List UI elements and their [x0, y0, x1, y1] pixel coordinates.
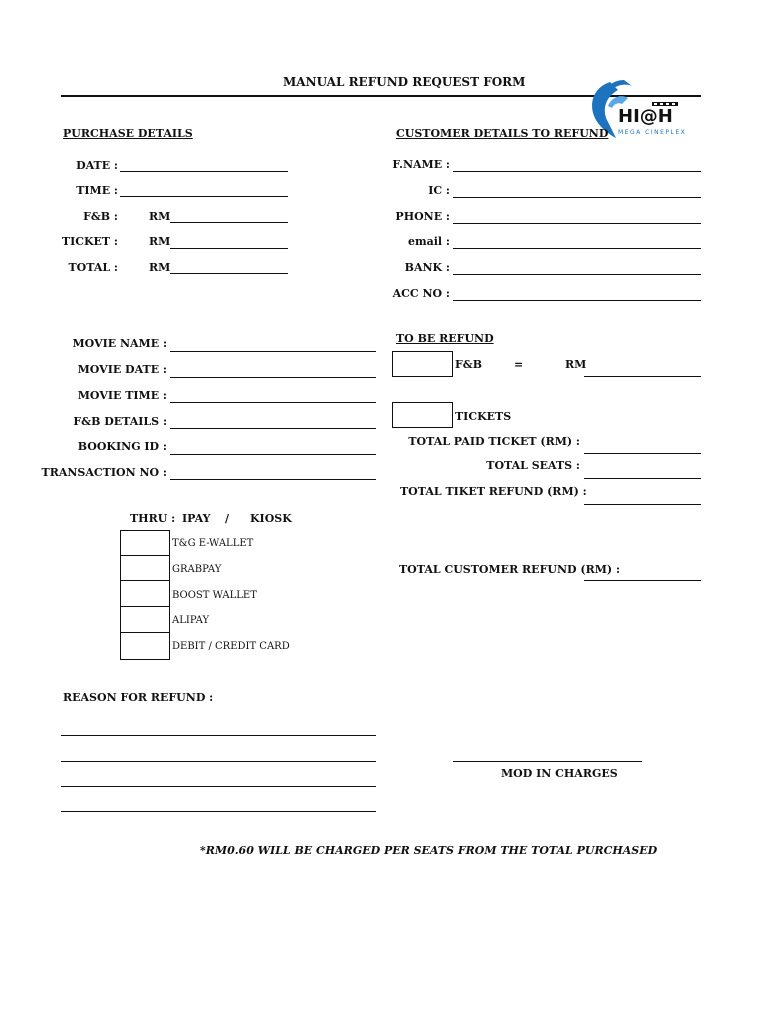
mod-signature-line[interactable] — [453, 761, 642, 762]
fnb-refund-currency: RM — [565, 358, 587, 371]
movie-name-label: MOVIE NAME : — [72, 337, 167, 350]
reason-line-1[interactable] — [61, 735, 376, 736]
form-title: MANUAL REFUND REQUEST FORM — [283, 75, 526, 89]
email-label: email : — [407, 235, 450, 248]
phone-field[interactable] — [453, 223, 701, 224]
ic-field[interactable] — [453, 197, 701, 198]
ticket-amount-field[interactable] — [170, 248, 288, 249]
total-amount-field[interactable] — [170, 273, 288, 274]
fnb-refund-checkbox[interactable] — [392, 351, 453, 377]
debit-credit-card-label: DEBIT / CREDIT CARD — [172, 641, 290, 652]
phone-label: PHONE : — [395, 210, 450, 223]
purchase-details-heading: PURCHASE DETAILS — [63, 127, 193, 140]
charge-note: *RM0.60 WILL BE CHARGED PER SEATS FROM THE TOTAL PURCHASED — [200, 844, 658, 857]
ic-label: IC : — [428, 184, 450, 197]
transaction-no-label: TRANSACTION NO : — [41, 466, 167, 479]
reason-line-4[interactable] — [61, 811, 376, 812]
fnb-currency: RM — [149, 210, 171, 223]
alipay-label: ALIPAY — [172, 615, 210, 626]
alipay-checkbox[interactable] — [120, 606, 170, 633]
tng-ewallet-checkbox[interactable] — [120, 530, 170, 556]
fnb-details-field[interactable] — [170, 428, 376, 429]
boost-wallet-label: BOOST WALLET — [172, 590, 257, 601]
fnb-details-label: F&B DETAILS : — [73, 415, 167, 428]
logo-sub-text: MEGA CINEPLEX — [618, 129, 687, 136]
email-field[interactable] — [453, 248, 701, 249]
ticket-label: TICKET : — [61, 235, 118, 248]
to-be-refund-heading: TO BE REFUND — [396, 332, 494, 345]
fnb-refund-label: F&B — [455, 358, 483, 371]
fnb-amount-field[interactable] — [170, 222, 288, 223]
total-paid-ticket-field[interactable] — [584, 453, 701, 454]
total-ticket-refund-field[interactable] — [584, 504, 701, 505]
ticket-currency: RM — [149, 235, 171, 248]
fnb-refund-amount-field[interactable] — [584, 376, 701, 377]
ipay-option[interactable]: IPAY — [182, 512, 211, 525]
total-customer-refund-label: TOTAL CUSTOMER REFUND (RM) : — [399, 563, 621, 576]
total-label: TOTAL : — [68, 261, 118, 274]
movie-time-label: MOVIE TIME : — [77, 389, 167, 402]
boost-wallet-checkbox[interactable] — [120, 580, 170, 607]
debit-credit-card-checkbox[interactable] — [120, 632, 170, 660]
fnb-label: F&B : — [83, 210, 118, 223]
movie-time-field[interactable] — [170, 402, 376, 403]
grabpay-checkbox[interactable] — [120, 555, 170, 581]
date-field[interactable] — [120, 171, 288, 172]
logo-main-text: HI@H — [618, 106, 673, 127]
kiosk-option[interactable]: KIOSK — [250, 512, 292, 525]
fname-field[interactable] — [453, 171, 701, 172]
total-ticket-refund-label: TOTAL TIKET REFUND (RM) : — [400, 485, 587, 498]
booking-id-label: BOOKING ID : — [77, 440, 167, 453]
reason-label: REASON FOR REFUND : — [63, 691, 214, 704]
tickets-refund-label: TICKETS — [455, 410, 512, 423]
bank-field[interactable] — [453, 274, 701, 275]
total-seats-field[interactable] — [584, 478, 701, 479]
booking-id-field[interactable] — [170, 454, 376, 455]
total-paid-ticket-label: TOTAL PAID TICKET (RM) : — [408, 435, 580, 448]
date-label: DATE : — [76, 159, 118, 172]
tng-ewallet-label: T&G E-WALLET — [172, 538, 254, 549]
reason-line-3[interactable] — [61, 786, 376, 787]
movie-date-field[interactable] — [170, 377, 376, 378]
accno-label: ACC NO : — [392, 287, 450, 300]
equals-sign: = — [514, 358, 524, 371]
grabpay-label: GRABPAY — [172, 564, 222, 575]
customer-details-heading: CUSTOMER DETAILS TO REFUND — [396, 127, 609, 140]
mod-in-charges-label: MOD IN CHARGES — [501, 767, 618, 780]
thru-label: THRU : — [130, 512, 176, 525]
time-label: TIME : — [76, 184, 118, 197]
bank-label: BANK : — [404, 261, 450, 274]
transaction-no-field[interactable] — [170, 479, 376, 480]
time-field[interactable] — [120, 196, 288, 197]
accno-field[interactable] — [453, 300, 701, 301]
reason-line-2[interactable] — [61, 761, 376, 762]
thru-separator: / — [225, 512, 230, 525]
total-seats-label: TOTAL SEATS : — [486, 459, 580, 472]
total-currency: RM — [149, 261, 171, 274]
movie-date-label: MOVIE DATE : — [77, 363, 167, 376]
movie-name-field[interactable] — [170, 351, 376, 352]
tickets-refund-checkbox[interactable] — [392, 402, 453, 428]
fname-label: F.NAME : — [392, 158, 450, 171]
total-customer-refund-field[interactable] — [584, 580, 701, 581]
